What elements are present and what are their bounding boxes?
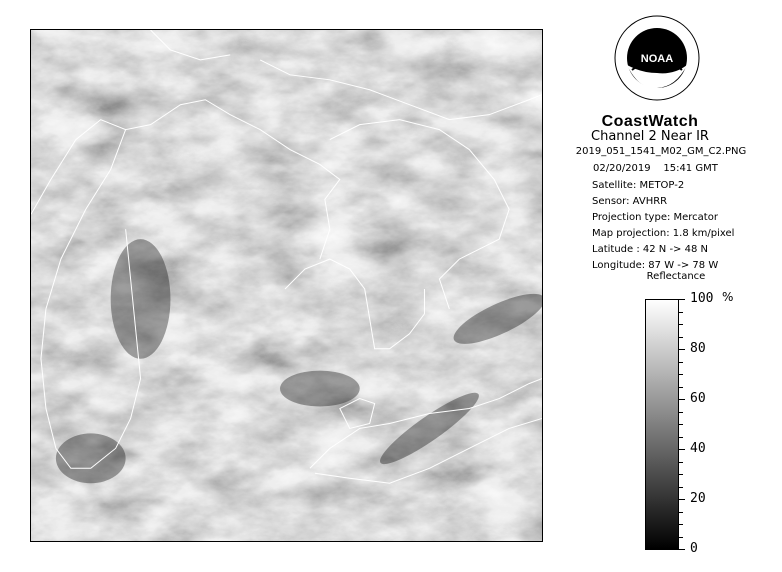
colorbar-tick-mark [679,424,683,425]
colorbar-tick-label: 80 [690,341,706,356]
svg-text:NOAA: NOAA [640,53,674,65]
colorbar-unit: % [722,290,734,304]
meta-sensor: Sensor: AVHRR [592,196,668,207]
colorbar-tick-mark [679,324,683,325]
satellite-map [30,29,543,542]
app-title: CoastWatch [601,113,699,130]
colorbar-tick-label: 100 [690,291,714,306]
colorbar-tick-mark [679,487,683,488]
colorbar-tick-mark [679,449,685,450]
colorbar-tick-label: 0 [690,541,698,556]
colorbar-tick-label: 20 [690,491,706,506]
colorbar-tick-mark [679,337,683,338]
meta-satellite: Satellite: METOP-2 [592,180,685,191]
colorbar-tick-mark [679,549,685,550]
colorbar-tick-mark [679,362,683,363]
colorbar-tick-mark [679,499,685,500]
colorbar-tick-mark [679,524,683,525]
reflectance-colorbar [645,299,679,550]
colorbar-tick-mark [679,474,683,475]
date-time: 02/20/2019 15:41 GMT [593,163,718,174]
colorbar-tick-mark [679,412,683,413]
colorbar-tick-label: 60 [690,391,706,406]
colorbar-tick-mark [679,537,683,538]
noaa-logo-icon [614,15,700,101]
colorbar-tick-mark [679,437,683,438]
colorbar-tick-label: 40 [690,441,706,456]
colorbar-tick-mark [679,299,685,300]
colorbar-tick-mark [679,387,683,388]
meta-longitude: Longitude: 87 W -> 78 W [592,260,719,271]
colorbar-tick-mark [679,349,685,350]
colorbar-tick-mark [679,374,683,375]
file-name: 2019_051_1541_M02_GM_C2.PNG [575,146,747,157]
colorbar-tick-mark [679,512,683,513]
colorbar-tick-mark [679,312,683,313]
meta-map-projection: Map projection: 1.8 km/pixel [592,228,735,239]
channel-subtitle: Channel 2 Near IR [591,129,709,144]
colorbar-tick-mark [679,462,683,463]
colorbar-tick-mark [679,399,685,400]
colorbar-label: Reflectance [646,271,706,282]
meta-latitude: Latitude : 42 N -> 48 N [592,244,708,255]
meta-projection-type: Projection type: Mercator [592,212,718,223]
